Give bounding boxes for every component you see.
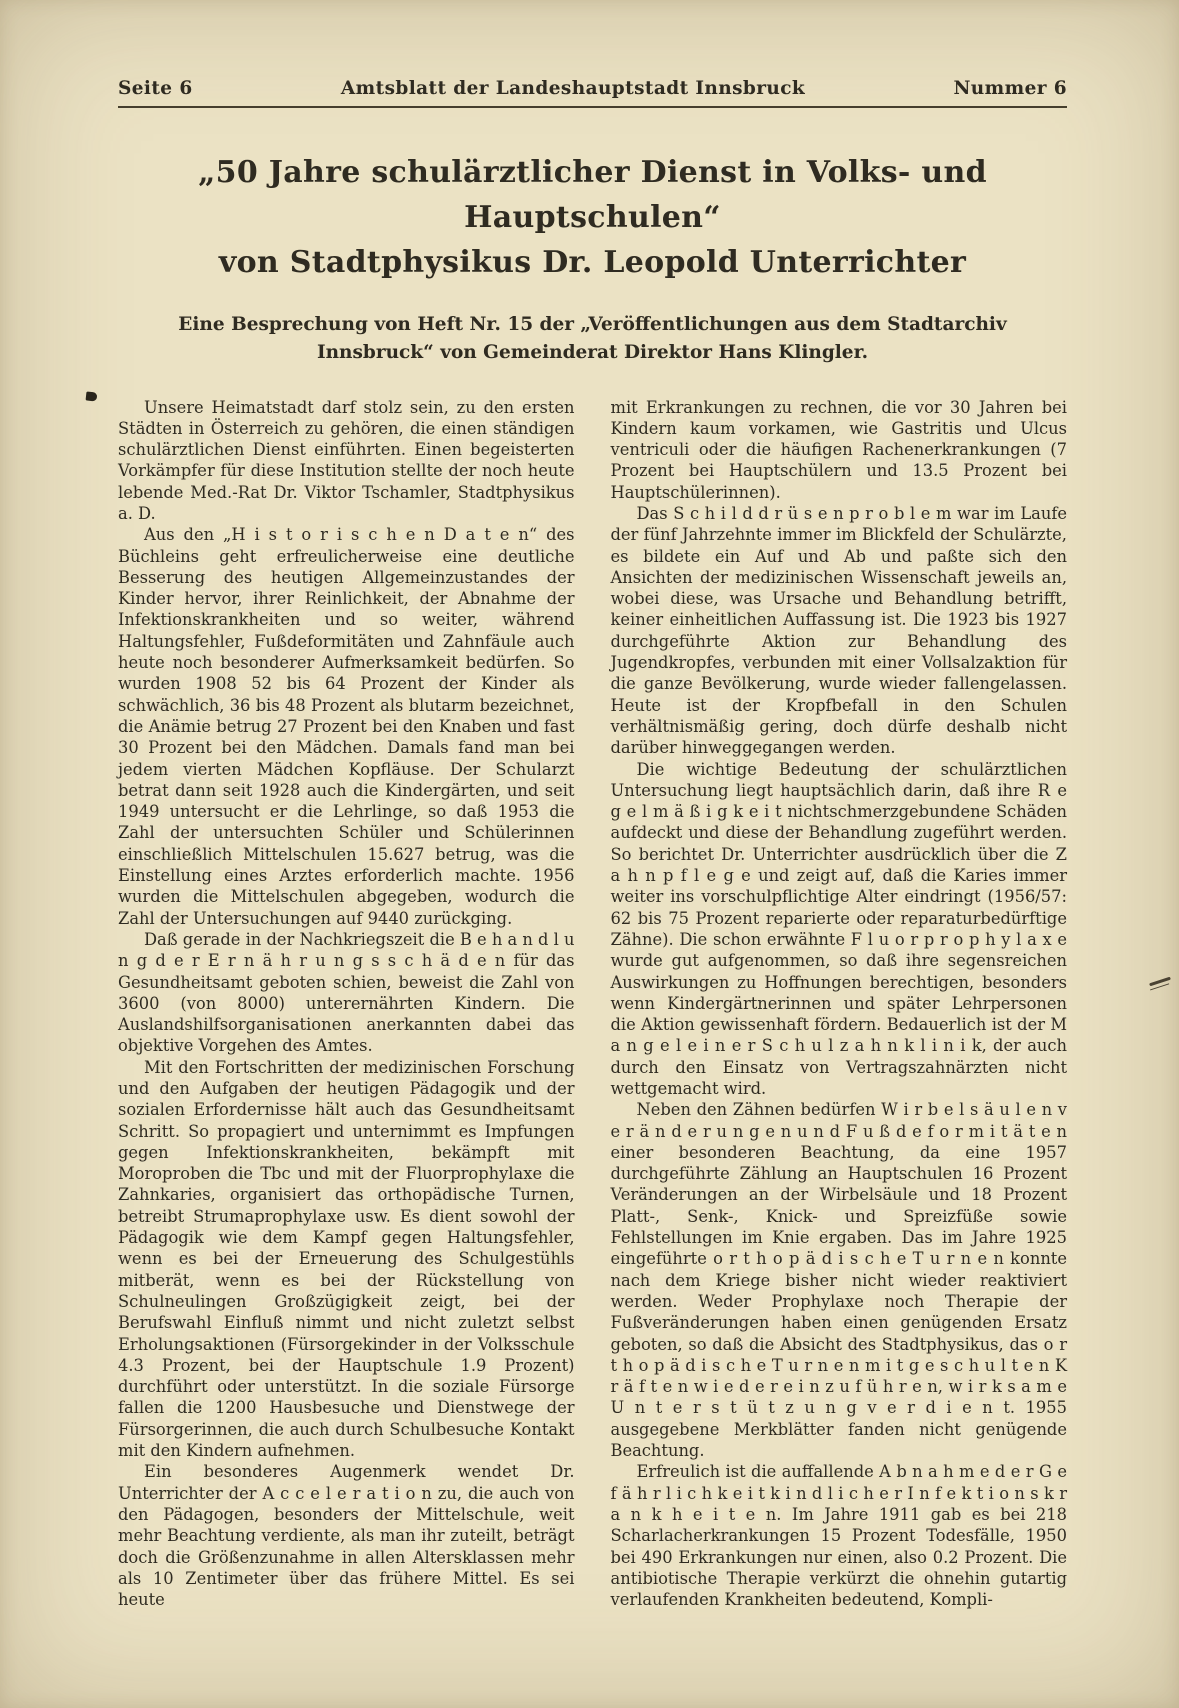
page-number: Seite 6 bbox=[118, 78, 193, 99]
paragraph: Erfreulich ist die auffallende A b n a h m e d e r G e f ä h r l i c h k e i t k i n d l i c h e r I n f e k t i o n s k r a n k h e i t e n. Im Jahre 1911 gab es bei 218 Scharlacherkrankungen 15 Prozent Todesfälle, 1950 bei 490 Erkrankungen nur einen, also 0.2 Prozent. Die antibiotische Therapie verkürzt die ohnehin gutartig verlaufenden Krankheiten bedeutend, Kompli- bbox=[610, 1462, 1067, 1610]
publication-title: Amtsblatt der Landeshauptstadt Innsbruck bbox=[340, 78, 806, 99]
article-title-line2: von Stadtphysikus Dr. Leopold Unterrichter bbox=[218, 245, 967, 280]
paragraph: Ein besonderes Augenmerk wendet Dr. Unterrichter der A c c e l e r a t i o n zu, die auch von den Pädagogen, besonders der Mittelschule, weit mehr Beachtung verdiente, als man ihr zuteilt, beträgt doch die Größenzunahme in allen Altersklassen mehr als 10 Zentimeter über das frühere Mittel. Es sei heute bbox=[118, 1462, 575, 1610]
header-rule bbox=[118, 106, 1067, 108]
paragraph: Das S c h i l d d r ü s e n p r o b l e m war im Laufe der fünf Jahrzehnte immer im Blickfeld der Schulärzte, es bildete ein Auf und Ab und paßte sich den Ansichten der medizinischen Wissenschaft jeweils an, wobei diese, was Ursache und Behandlung betrifft, keiner einheitlichen Auffassung ist. Die 1923 bis 1927 durchgeführte Aktion zur Behandlung des Jugendkropfes, verbunden mit einer Vollsalzaktion für die ganze Bevölkerung, wurde wieder fallengelassen. Heute ist der Kropfbefall in den Schulen verhältnismäßig gering, doch dürfe deshalb nicht darüber hinweggegangen werden. bbox=[610, 503, 1067, 758]
article-subtitle: Eine Besprechung von Heft Nr. 15 der „Veröffentlichungen aus dem Stadtarchiv Innsbruck“ von Gemeinderat Direktor Hans Klingler. bbox=[178, 314, 1007, 363]
right-column bbox=[611, 397, 1068, 1611]
article-title-line1: „50 Jahre schulärztlicher Dienst in Volks- und Hauptschulen“ bbox=[198, 155, 987, 235]
margin-mark-left bbox=[86, 391, 98, 401]
article-body bbox=[118, 397, 1067, 1611]
paragraph: Aus den „H i s t o r i s c h e n D a t e n“ des Büchleins geht erfreulicherweise eine deutliche Besserung des heutigen Allgemeinzustandes der Kinder hervor, ihrer Reinlichkeit, der Abnahme der Infektionskrankheiten und so weiter, während Haltungsfehler, Fußdeformitäten und Zahnfäule auch heute noch besonderer Aufmerksamkeit bedürfen. So wurden 1908 52 bis 64 Prozent der Kinder als schwächlich, 36 bis 48 Prozent als blutarm bezeichnet, die Anämie betrug 27 Prozent bei den Knaben und fast 30 Prozent bei den Mädchen. Damals fand man bei jedem vierten Mädchen Kopfläuse. Der Schularzt betrat dann seit 1928 auch die Kindergärten, und seit 1949 untersucht er die Lehrlinge, so daß 1953 die Zahl der untersuchten Schüler und Schülerinnen einschließlich Mittelschulen 15.627 betrug, was die Einstellung eines Arztes erforderlich machte. 1956 wurden die Mittelschulen abgegeben, wodurch die Zahl der Untersuchungen auf 9440 zurückging. bbox=[118, 525, 575, 928]
paragraph: mit Erkrankungen zu rechnen, die vor 30 Jahren bei Kindern kaum vorkamen, wie Gastritis und Ulcus ventriculi oder die häufigen Rachenerkrankungen (7 Prozent bei Hauptschülern und 13.5 Prozent bei Hauptschülerinnen). bbox=[610, 397, 1067, 502]
paragraph: Unsere Heimatstadt darf stolz sein, zu den ersten Städten in Österreich zu gehören, die einen ständigen schulärztlichen Dienst einführten. Einen begeisterten Vorkämpfer für diese Institution stellte der noch heute lebende Med.-Rat Dr. Viktor Tschamler, Stadtphysikus a. D. bbox=[118, 397, 575, 523]
article-title bbox=[118, 150, 1067, 285]
left-column bbox=[118, 397, 575, 1611]
issue-number: Nummer 6 bbox=[953, 78, 1067, 99]
paragraph: Daß gerade in der Nachkriegszeit die B e h a n d l u n g d e r E r n ä h r u n g s s c h ä d e n für das Gesundheitsamt geboten schien, beweist die Zahl von 3600 (von 8000) unterernährten Kindern. Die Auslandshilfsorganisationen anerkannten dabei das objektive Vorgehen des Amtes. bbox=[118, 929, 575, 1056]
margin-mark-right bbox=[1149, 977, 1171, 987]
paragraph: Mit den Fortschritten der medizinischen Forschung und den Aufgaben der heutigen Pädagogik und der sozialen Erfordernisse hält auch das Gesundheitsamt Schritt. So propagiert und unternimmt es Impfungen gegen Infektionskrankheiten, bekämpft mit Moroproben die Tbc und mit der Fluorprophylaxe die Zahnkaries, organisiert das orthopädische Turnen, betreibt Strumaprophylaxe usw. Es dient sowohl der Pädagogik wie dem Kampf gegen Haltungsfehler, wenn es bei der Erneuerung des Schulgestühls mitberät, wenn es bei der Rückstellung von Schulneulingen Großzügigkeit zeigt, bei der Berufswahl Einfluß nimmt und nicht zuletzt selbst Erholungsaktionen (Fürsorgekinder in der Volksschule 4.3 Prozent, bei der Hauptschule 1.9 Prozent) durchführt oder unterstützt. In die soziale Fürsorge fallen die 1200 Hausbesuche und Dienstwege der Fürsorgerinnen, die auch durch Schulbesuche Kontakt mit den Kindern aufnehmen. bbox=[118, 1057, 575, 1461]
paragraph: Neben den Zähnen bedürfen W i r b e l s ä u l e n v e r ä n d e r u n g e n u n d F u ß d e f o r m i t ä t e n einer besonderen Beachtung, da eine 1957 durchgeführte Zählung an Hauptschulen 16 Prozent Veränderungen an der Wirbelsäule und 18 Prozent Platt-, Senk-, Knick- und Spreizfüße sowie Fehlstellungen im Knie ergaben. Das im Jahre 1925 eingeführte o r t h o p ä d i s c h e T u r n e n konnte nach dem Kriege bisher nicht wieder reaktiviert werden. Weder Prophylaxe noch Therapie der Fußveränderungen haben einen genügenden Ersatz geboten, so daß die Absicht des Stadtphysikus, das o r t h o p ä d i s c h e T u r n e n m i t g e s c h u l t e n K r ä f t e n w i e d e r e i n z u f ü h r e n, w i r k s a m e U n t e r s t ü t z u n g v e r d i e n t. 1955 ausgegebene Merkblätter fanden nicht genügende Beachtung. bbox=[610, 1100, 1067, 1461]
masthead bbox=[118, 78, 1067, 99]
paragraph: Die wichtige Bedeutung der schulärztlichen Untersuchung liegt hauptsächlich darin, daß ihre R e g e l m ä ß i g k e i t nichtschmerzgebundene Schäden aufdeckt und diese der Behandlung zugeführt werden. So berichtet Dr. Unterrichter ausdrücklich über die Z a h n p f l e g e und zeigt auf, daß die Karies immer weiter ins vorschulpflichtige Alter eindringt (1956/57: 62 bis 75 Prozent reparierte oder reparaturbedürftige Zähne). Die schon erwähnte F l u o r p r o p h y l a x e wurde gut aufgenommen, so daß ihre segensreichen Auswirkungen zu Hoffnungen berechtigen, besonders wenn Kindergärtnerinnen und später Lehrpersonen die Aktion gewissenhaft fördern. Bedauerlich ist der M a n g e l e i n e r S c h u l z a h n k l i n i k, der auch durch den Einsatz von Vertragszahnärzten nicht wettgemacht wird. bbox=[610, 759, 1067, 1098]
